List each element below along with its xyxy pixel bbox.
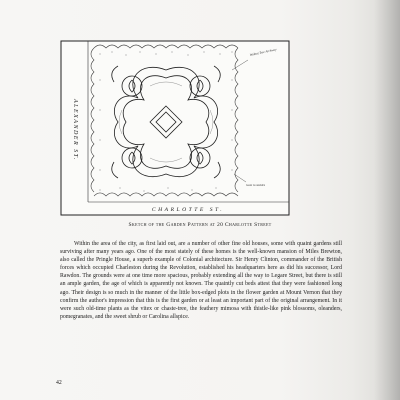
annotation-bottom-right: Gate to stables — [246, 183, 266, 187]
page-number: 42 — [56, 380, 62, 386]
street-label-left: ALEXANDER ST. — [72, 98, 78, 162]
annotation-top-right: Walnut Tree Archway — [249, 47, 277, 57]
body-paragraph: Within the area of the city, as first laid out, are a number of other fine old houses, some with quaint gardens still surviving after many years ago. One of the most stately of these homes is the well-known mansion of Miles Brewton, also called the Pringle House, a superb example of Colonial architecture. Sir Henry Clinton, commander of the British forces which occupied Charleston during the Revolution, established his headquarters here as did his successor, Lord Rawdon. The grounds were at one time more spacious, probably extending all the way to Legare Street, but there is still an ample garden, the age of which is apparently not known. The quaintly cut beds attest that they were fashioned long ago. Their design is so much in the manner of the little box-edged plots in the flower garden at Mount Vernon that they confirm the author's impression that this is the first garden or at least an important part of the original arrangement. In it were such old-time plants as the vitex or chaste-tree, the feathery mimosa with thistle-like pink blossoms, oleanders, pomegranates, and the sweet shrub or Carolina allspice. — [60, 241, 342, 320]
street-label-bottom: CHARLOTTE ST. — [151, 207, 225, 213]
figure-caption: Sketch of the Garden Pattern at 20 Charlotte Street — [128, 222, 272, 228]
garden-pattern-sketch — [60, 40, 290, 216]
page-edge-shadow — [374, 0, 400, 400]
sketch-frame — [61, 41, 289, 215]
